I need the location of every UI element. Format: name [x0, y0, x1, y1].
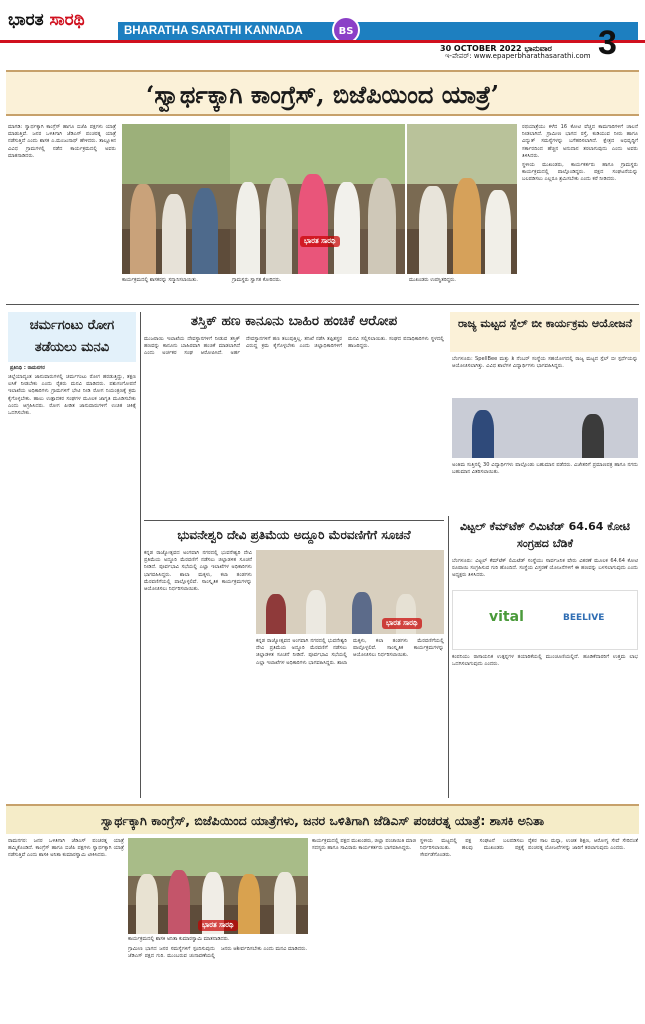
logo-badge-icon: BS	[332, 16, 360, 44]
bottom-col-3	[312, 838, 416, 1018]
bottom-col-5-text: ರೈತರ ಸಾಲ ಮನ್ನಾ, ಉಚಿತ ಶಿಕ್ಷಣ, ಆರೋಗ್ಯ ಸೇವೆ ಸೇರಿದಂತೆ ಪಂಚರತ್ನ ಯೋಜನೆಗಳನ್ನು ಜಾರಿಗೆ ತರಲಾಗುವುದು ಎಂದರು.	[528, 838, 638, 852]
vital-logos	[452, 590, 638, 650]
right-story-body	[452, 356, 638, 396]
section-rule	[6, 304, 639, 305]
bottom-headline: ಸ್ವಾರ್ಥಕ್ಕಾಗಿ ಕಾಂಗ್ರೆಸ್, ಬಿಜೆಪಿಯಿಂದ ಯಾತ್ರೆಗಳು, ಜನರ ಒಳಿತಿಗಾಗಿ ಜೆಡಿಎಸ್ ಪಂಚರತ್ನ ಯಾತ್ರೆ: ಶಾಸಕಿ ಅನಿತಾ	[6, 804, 639, 834]
center-story-headline: ತಸ್ತಿಕ್ ಹಣ ಕಾನೂನು ಬಾಹಿರ ಹಂಚಿಕೆ ಆರೋಪ	[144, 310, 444, 332]
masthead-blue-strip	[338, 22, 638, 40]
vital-logo: vital	[489, 609, 524, 625]
left-story-body-text: ಜಿಲ್ಲೆಯಾದ್ಯಂತ ಜಾನುವಾರುಗಳಲ್ಲಿ ಚರ್ಮಗಂಟು ರೋಗ ಹರಡುತ್ತಿದ್ದು, ತಕ್ಷಣ ಲಸಿಕೆ ನೀಡಬೇಕು ಎಂದು ರೈತರು ಮನವಿ ಮಾಡಿದರು. ಪಶುಸಂಗೋಪನೆ ಇಲಾಖೆಯ ಅಧಿಕಾರಿಗಳು ಗ್ರಾಮಗಳಿಗೆ ಭೇಟಿ ನೀಡಿ ರೋಗ ನಿಯಂತ್ರಣಕ್ಕೆ ಕ್ರಮ ಕೈಗೊಳ್ಳಬೇಕು. ಹಾಲು ಉತ್ಪಾದಕರ ಸಂಘಗಳ ಮೂಲಕ ಜಾಗೃತಿ ಮೂಡಿಸಬೇಕು ಎಂದು ಆಗ್ರಹಿಸಿದರು. ರೋಗ ಪೀಡಿತ ಜಾನುವಾರುಗಳಿಗೆ ಉಚಿತ ಚಿಕಿತ್ಸೆ ಒದಗಿಸಬೇಕು.	[8, 374, 136, 417]
lead-photo-2	[230, 124, 405, 274]
bhuvaneshwari-photo	[256, 550, 444, 634]
lead-caption-2: ಗ್ರಾಮಸ್ಥರು ಸ್ವಾಗತ ಕೋರಿದರು.	[232, 277, 282, 283]
bhuvaneshwari-watermark: ಭಾರತ ಸಾರಥಿ	[382, 618, 422, 629]
lead-col-left	[8, 124, 116, 302]
bottom-photo-watermark: ಭಾರತ ಸಾರಥಿ	[198, 920, 238, 931]
bhuvaneshwari-body	[144, 550, 252, 798]
masthead	[0, 0, 645, 62]
vital-body	[452, 558, 638, 588]
bottom-col-1	[8, 838, 124, 1018]
lead-headline: ‘ಸ್ವಾರ್ಥಕ್ಕಾಗಿ ಕಾಂಗ್ರೆಸ್, ಬಿಜೆಪಿಯಿಂದ ಯಾತ್ರೆ’	[6, 70, 639, 116]
left-story-headline: ಚರ್ಮಗಂಟು ರೋಗ ತಡೆಯಲು ಮನವಿ	[8, 312, 136, 362]
lead-col-left-text: ಮಾಗಡಿ: ಸ್ವಾರ್ಥಕ್ಕಾಗಿ ಕಾಂಗ್ರೆಸ್ ಹಾಗೂ ಬಿಜೆಪಿ ಪಕ್ಷಗಳು ಯಾತ್ರೆ ಮಾಡುತ್ತಿವೆ. ಜನರ ಒಳಿತಿಗಾಗಿ ಜೆಡಿಎಸ್ ಪಂಚರತ್ನ ಯಾತ್ರೆ ನಡೆಸುತ್ತಿದೆ ಎಂದು ಶಾಸಕ ಎ.ಮಂಜುನಾಥ್ ಹೇಳಿದರು. ತಾಲ್ಲೂಕಿನ ವಿವಿಧ ಗ್ರಾಮಗಳಲ್ಲಿ ನಡೆದ ಕಾರ್ಯಕ್ರಮದಲ್ಲಿ ಅವರು ಮಾತನಾಡಿದರು.	[8, 124, 116, 159]
vital-body2	[452, 654, 638, 798]
column-rule-right	[448, 516, 449, 798]
bhuvaneshwari-body-text: ಕನ್ನಡ ರಾಜ್ಯೋತ್ಸವದ ಅಂಗವಾಗಿ ನಗರದಲ್ಲಿ ಭುವನೇಶ್ವರಿ ದೇವಿ ಪ್ರತಿಮೆಯ ಅದ್ದೂರಿ ಮೆರವಣಿಗೆ ನಡೆಸಲು ಜಿಲ್ಲಾಡಳಿತ ಸೂಚನೆ ನೀಡಿದೆ. ಪೂರ್ವಭಾವಿ ಸಭೆಯಲ್ಲಿ ಎಲ್ಲಾ ಇಲಾಖೆಗಳ ಅಧಿಕಾರಿಗಳು ಭಾಗವಹಿಸಿದ್ದರು. ಶಾಲಾ ಮಕ್ಕಳು, ಕಲಾ ತಂಡಗಳು ಮೆರವಣಿಗೆಯಲ್ಲಿ ಪಾಲ್ಗೊಳ್ಳಲಿವೆ. ಸಾಂಸ್ಕೃತಿಕ ಕಾರ್ಯಕ್ರಮಗಳನ್ನು ಆಯೋಜಿಸಲು ನಿರ್ಧರಿಸಲಾಯಿತು.	[144, 550, 252, 593]
bhuvaneshwari-body-cont	[256, 638, 444, 798]
bottom-col-5	[528, 838, 638, 1018]
bottom-col-1-text: ರಾಮನಗರ: ಜನರ ಒಳಿತಿಗಾಗಿ ಜೆಡಿಎಸ್ ಪಂಚರತ್ನ ಯಾತ್ರೆ ಹಮ್ಮಿಕೊಂಡಿದೆ. ಕಾಂಗ್ರೆಸ್ ಹಾಗೂ ಬಿಜೆಪಿ ಪಕ್ಷಗಳು ಸ್ವಾರ್ಥಕ್ಕಾಗಿ ಯಾತ್ರೆ ನಡೆಸುತ್ತಿವೆ ಎಂದು ಶಾಸಕಿ ಅನಿತಾ ಕುಮಾರಸ್ವಾಮಿ ಟೀಕಿಸಿದರು.	[8, 838, 124, 859]
masthead-rule	[0, 40, 645, 43]
column-rule	[140, 312, 141, 798]
logo-part2: ಸಾರಥಿ	[49, 10, 85, 30]
lead-caption-3: ಮುಖಂಡರು ಉಪಸ್ಥಿತರಿದ್ದರು.	[409, 277, 457, 283]
issue-date: 30 OCTOBER 2022 ಭಾನುವಾರ	[440, 44, 552, 53]
lead-photo-1	[122, 124, 230, 274]
bottom-col-2-text: ಗ್ರಾಮೀಣ ಭಾಗದ ಜನರ ಸಮಸ್ಯೆಗಳಿಗೆ ಸ್ಪಂದಿಸುವುದು ಜೆಡಿಎಸ್ ಪಕ್ಷದ ಗುರಿ. ಮುಂಬರುವ ಚುನಾವಣೆಯಲ್ಲಿ ಜನರು ಆಶೀರ್ವದಿಸಬೇಕು ಎಂದು ಮನವಿ ಮಾಡಿದರು.	[128, 946, 308, 960]
lead-col-far-text: ಸ್ಥಳೀಯ ಮುಖಂಡರು, ಕಾರ್ಯಕರ್ತರು ಹಾಗೂ ಗ್ರಾಮಸ್ಥರು ಕಾರ್ಯಕ್ರಮದಲ್ಲಿ ಪಾಲ್ಗೊಂಡಿದ್ದರು. ಪಕ್ಷದ ಸಂಘಟನೆಯನ್ನು ಬಲಪಡಿಸಲು ಎಲ್ಲರೂ ಶ್ರಮಿಸಬೇಕು ಎಂದು ಕರೆ ನೀಡಿದರು.	[522, 162, 638, 183]
center-story-body-text: ಮುಜರಾಯಿ ಇಲಾಖೆಯ ದೇವಸ್ಥಾನಗಳಿಗೆ ನೀಡುವ ತಸ್ತಿಕ್ ಹಣವನ್ನು ಕಾನೂನು ಬಾಹಿರವಾಗಿ ಹಂಚಿಕೆ ಮಾಡಲಾಗಿದೆ ಎಂದು ಅರ್ಚಕರ ಸಂಘ ಆರೋಪಿಸಿದೆ. ಅರ್ಹ ದೇವಸ್ಥಾನಗಳಿಗೆ ಹಣ ತಲುಪುತ್ತಿಲ್ಲ. ತನಿಖೆ ನಡೆಸಿ ತಪ್ಪಿತಸ್ಥರ ವಿರುದ್ಧ ಕ್ರಮ ಕೈಗೊಳ್ಳಬೇಕು ಎಂದು ಜಿಲ್ಲಾಧಿಕಾರಿಗಳಿಗೆ ಮನವಿ ಸಲ್ಲಿಸಲಾಯಿತು. ಸಂಘದ ಪದಾಧಿಕಾರಿಗಳು ಸ್ಥಳದಲ್ಲಿ ಹಾಜರಿದ್ದರು.	[144, 336, 444, 357]
right-story-body2-text: ಅಂತಿಮ ಸುತ್ತಿನಲ್ಲಿ 30 ವಿದ್ಯಾರ್ಥಿಗಳು ಪಾಲ್ಗೊಂಡು ಬಹುಮಾನ ಪಡೆದರು. ವಿಜೇತರಿಗೆ ಪ್ರಮಾಣಪತ್ರ ಹಾಗೂ ನಗದು ಬಹುಮಾನ ವಿತರಿಸಲಾಯಿತು.	[452, 462, 638, 476]
lead-photo-3	[407, 124, 517, 274]
lead-col-right	[522, 124, 638, 302]
logo-part1: ಭಾರತ	[8, 10, 50, 30]
left-story-byline: ಪ್ರತಿನಿಧಿ : ರಾಮನಗರ	[10, 365, 45, 371]
bottom-photo-caption: ಕಾರ್ಯಕ್ರಮದಲ್ಲಿ ಶಾಸಕಿ ಅನಿತಾ ಕುಮಾರಸ್ವಾಮಿ ಮಾತನಾಡಿದರು.	[128, 936, 230, 942]
logo	[8, 10, 118, 40]
masthead-english-name: BHARATHA SARATHI KANNADA DAILY	[118, 22, 338, 40]
right-story-headline: ರಾಜ್ಯ ಮಟ್ಟದ ಸ್ಪೆಲ್ ಬೀ ಕಾರ್ಯಕ್ರಮ ಆಯೋಜನೆ	[450, 312, 640, 352]
bottom-photo	[128, 838, 308, 934]
left-story-body	[8, 374, 136, 798]
bottom-col-4-text: ಸ್ಥಳೀಯ ಮಟ್ಟದಲ್ಲಿ ಪಕ್ಷ ಸಂಘಟನೆ ಬಲಪಡಿಸಲು ನಿರ್ಧರಿಸಲಾಯಿತು. ಹಲವು ಮುಖಂಡರು ಪಕ್ಷಕ್ಕೆ ಸೇರ್ಪಡೆಗೊಂಡರು.	[420, 838, 524, 859]
lead-col-right-text: ರಥಯಾತ್ರೆಯು ಕಳೆದ 16 ಕೋಟಿ ವೆಚ್ಚದ ಕಾಮಗಾರಿಗಳಿಗೆ ಚಾಲನೆ ನೀಡಲಾಗಿದೆ. ಗ್ರಾಮೀಣ ಭಾಗದ ರಸ್ತೆ, ಕುಡಿಯುವ ನೀರು ಹಾಗೂ ವಿದ್ಯುತ್ ಸಮಸ್ಯೆಗಳನ್ನು ಬಗೆಹರಿಸಲಾಗಿದೆ. ಕ್ಷೇತ್ರದ ಅಭಿವೃದ್ಧಿಗೆ ಸರ್ಕಾರದಿಂದ ಹೆಚ್ಚಿನ ಅನುದಾನ ತರಲಾಗುವುದು ಎಂದು ಅವರು ತಿಳಿಸಿದರು.	[522, 124, 638, 159]
right-story-body-text: ಬೆಂಗಳೂರು: SpellBee ಮತ್ತು ಶಿ ನೆಂಬರ್ ಸಂಸ್ಥೆಯ ಸಹಯೋಗದಲ್ಲಿ ರಾಜ್ಯ ಮಟ್ಟದ ಸ್ಪೆಲ್ ಬೀ ಸ್ಪರ್ಧೆಯನ್ನು ಆಯೋಜಿಸಲಾಗಿತ್ತು. ವಿವಿಧ ಶಾಲೆಗಳ ವಿದ್ಯಾರ್ಥಿಗಳು ಭಾಗವಹಿಸಿದ್ದರು.	[452, 356, 638, 370]
lead-caption-1: ಕಾರ್ಯಕ್ರಮದಲ್ಲಿ ಶಾಸಕರನ್ನು ಸನ್ಮಾನಿಸಲಾಯಿತು.	[122, 277, 198, 283]
page-number: 3	[598, 24, 617, 62]
bhuvaneshwari-body-cont-text: ಕನ್ನಡ ರಾಜ್ಯೋತ್ಸವದ ಅಂಗವಾಗಿ ನಗರದಲ್ಲಿ ಭುವನೇಶ್ವರಿ ದೇವಿ ಪ್ರತಿಮೆಯ ಅದ್ದೂರಿ ಮೆರವಣಿಗೆ ನಡೆಸಲು ಜಿಲ್ಲಾಡಳಿತ ಸೂಚನೆ ನೀಡಿದೆ. ಪೂರ್ವಭಾವಿ ಸಭೆಯಲ್ಲಿ ಎಲ್ಲಾ ಇಲಾಖೆಗಳ ಅಧಿಕಾರಿಗಳು ಭಾಗವಹಿಸಿದ್ದರು. ಶಾಲಾ ಮಕ್ಕಳು, ಕಲಾ ತಂಡಗಳು ಮೆರವಣಿಗೆಯಲ್ಲಿ ಪಾಲ್ಗೊಳ್ಳಲಿವೆ. ಸಾಂಸ್ಕೃತಿಕ ಕಾರ್ಯಕ್ರಮಗಳನ್ನು ಆಯೋಜಿಸಲು ನಿರ್ಧರಿಸಲಾಯಿತು.	[256, 638, 444, 666]
right-story-photo	[452, 398, 638, 458]
bhuvaneshwari-headline: ಭುವನೇಶ್ವರಿ ದೇವಿ ಪ್ರತಿಮೆಯ ಅದ್ದೂರಿ ಮೆರವಣಿಗೆಗೆ ಸೂಚನೆ	[144, 524, 444, 546]
website-link[interactable]: ಇ-ಪೇಪರ್: www.epaperbharathasarathi.com	[445, 52, 591, 60]
vital-body2-text: ಕಂಪನಿಯು ರಾಸಾಯನಿಕ ಉತ್ಪನ್ನಗಳ ತಯಾರಿಕೆಯಲ್ಲಿ ಮುಂಚೂಣಿಯಲ್ಲಿದೆ. ಹೂಡಿಕೆದಾರರಿಗೆ ಉತ್ತಮ ಲಾಭ ಒದಗಿಸಲಾಗುವುದು ಎಂದರು.	[452, 654, 638, 668]
right-story-body2	[452, 462, 638, 508]
vital-headline: ವಿಟ್ಟಲ್ ಕೆಮ್‌ಟೆಕ್ ಲಿಮಿಟೆಡ್ 64.64 ಕೋಟಿ ಸಂಗ್ರಹದ ಬೆಡಿಕೆ	[452, 518, 638, 554]
photo-watermark: ಭಾರತ ಸಾರಥಿ	[300, 236, 340, 247]
beelive-logo: BEELIVE	[563, 613, 605, 623]
vital-body-text: ಬೆಂಗಳೂರು: ವಿಟ್ಟಲ್ ಕೆಮ್‌ಟೆಕ್ ಲಿಮಿಟೆಡ್ ಸಂಸ್ಥೆಯು ಸಾರ್ವಜನಿಕ ಷೇರು ವಿತರಣೆ ಮೂಲಕ 64.64 ಕೋಟಿ ರೂಪಾಯಿ ಸಂಗ್ರಹಿಸುವ ಗುರಿ ಹೊಂದಿದೆ. ಸಂಸ್ಥೆಯ ವಿಸ್ತರಣೆ ಯೋಜನೆಗಳಿಗೆ ಈ ಹಣವನ್ನು ಬಳಸಲಾಗುವುದು ಎಂದು ಅಧ್ಯಕ್ಷರು ತಿಳಿಸಿದರು.	[452, 558, 638, 579]
bottom-col-2	[128, 946, 308, 1018]
center-story-body	[144, 336, 444, 516]
center-rule	[144, 520, 444, 521]
bottom-col-3-text: ಕಾರ್ಯಕ್ರಮದಲ್ಲಿ ಪಕ್ಷದ ಮುಖಂಡರು, ಜಿಲ್ಲಾ ಪಂಚಾಯಿತಿ ಮಾಜಿ ಸದಸ್ಯರು ಹಾಗೂ ಸಾವಿರಾರು ಕಾರ್ಯಕರ್ತರು ಭಾಗವಹಿಸಿದ್ದರು.	[312, 838, 416, 852]
bottom-col-4	[420, 838, 524, 1018]
